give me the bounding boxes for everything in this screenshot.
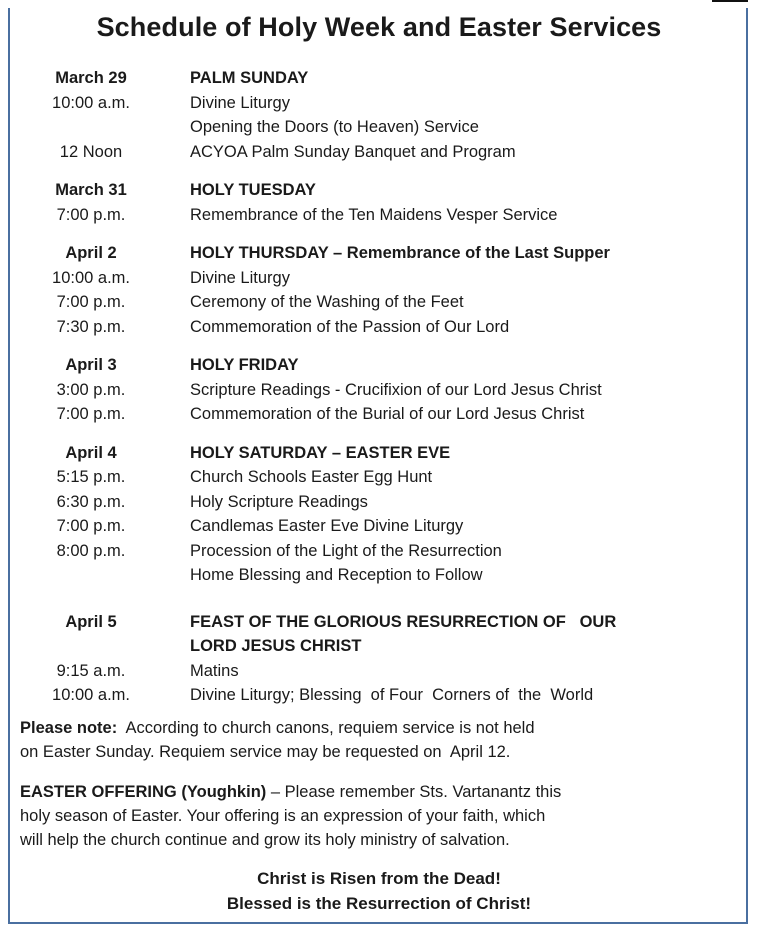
- service-text: Church Schools Easter Egg Hunt: [190, 468, 433, 486]
- day-header: [0, 178, 758, 203]
- service-row: [0, 315, 758, 340]
- day-heading: HOLY TUESDAY: [190, 181, 316, 199]
- day-date: April 3: [65, 356, 117, 374]
- schedule-day-april-4: [0, 441, 758, 588]
- day-header: [0, 610, 758, 635]
- day-date: March 29: [55, 69, 127, 87]
- service-row: [0, 563, 758, 588]
- service-text: ACYOA Palm Sunday Banquet and Program: [190, 142, 516, 161]
- service-row: [0, 203, 758, 228]
- please-note: [20, 716, 740, 764]
- closing-line1: Christ is Risen from the Dead!: [257, 869, 501, 888]
- service-time: 9:15 a.m.: [56, 661, 126, 680]
- service-time: 7:00 p.m.: [56, 517, 126, 535]
- service-text: Divine Liturgy; Blessing of Four Corners of the World: [190, 686, 594, 704]
- day-heading: PALM SUNDAY: [190, 69, 309, 87]
- schedule: [0, 66, 758, 722]
- closing-greeting: [0, 866, 758, 916]
- service-row: [0, 683, 758, 708]
- service-time: 10:00 a.m.: [52, 93, 130, 112]
- schedule-day-april-5: [0, 610, 758, 708]
- service-time: 10:00 a.m.: [52, 268, 130, 287]
- service-time: 7:00 p.m.: [56, 405, 126, 423]
- service-time: 10:00 a.m.: [52, 686, 130, 704]
- day-heading: HOLY SATURDAY – EASTER EVE: [190, 443, 451, 462]
- service-time: 7:00 p.m.: [56, 205, 126, 224]
- day-heading-line2: LORD JESUS CHRIST: [190, 637, 362, 655]
- day-date: April 4: [65, 443, 117, 462]
- service-time: 12 Noon: [59, 142, 123, 161]
- service-text: Matins: [190, 661, 239, 680]
- service-text: Commemoration of the Passion of Our Lord: [190, 317, 510, 336]
- day-header: [0, 353, 758, 378]
- day-date: April 2: [65, 244, 117, 262]
- day-heading: HOLY FRIDAY: [190, 356, 299, 374]
- day-heading: FEAST OF THE GLORIOUS RESURRECTION OF OUR: [190, 612, 617, 631]
- schedule-day-april-2: [0, 241, 758, 339]
- schedule-day-march-29: [0, 66, 758, 164]
- service-row: [0, 140, 758, 165]
- service-row: [0, 659, 758, 684]
- day-header: [0, 66, 758, 91]
- service-row: [0, 91, 758, 116]
- day-header-continued: [0, 634, 758, 659]
- service-row: [0, 490, 758, 515]
- service-text: Divine Liturgy: [190, 93, 290, 112]
- service-row: [0, 402, 758, 427]
- schedule-day-march-31: [0, 178, 758, 227]
- service-text: Divine Liturgy: [190, 268, 290, 287]
- offering-text-line2: holy season of Easter. Your offering is an expression of your faith, which: [20, 807, 546, 825]
- closing-line2: Blessed is the Resurrection of Christ!: [226, 894, 532, 913]
- offering-text-line3: will help the church continue and grow its holy ministry of salvation.: [20, 831, 510, 849]
- service-row: [0, 115, 758, 140]
- service-row: [0, 539, 758, 564]
- easter-offering: [20, 780, 740, 852]
- service-text: Commemoration of the Burial of our Lord Jesus Christ: [190, 405, 585, 423]
- service-time: 8:00 p.m.: [56, 541, 126, 560]
- day-heading: HOLY THURSDAY – Remembrance of the Last Supper: [190, 244, 610, 262]
- service-row: [0, 378, 758, 403]
- service-row: [0, 290, 758, 315]
- day-header: [0, 241, 758, 266]
- service-time: 3:00 p.m.: [56, 380, 126, 399]
- page-title: Schedule of Holy Week and Easter Services: [96, 12, 662, 42]
- service-text: Holy Scripture Readings: [190, 492, 368, 511]
- service-time: 7:00 p.m.: [56, 293, 126, 311]
- service-text: Opening the Doors (to Heaven) Service: [190, 118, 479, 136]
- service-time: 5:15 p.m.: [56, 468, 126, 486]
- please-note-label: Please note:: [20, 719, 118, 737]
- service-text: Candlemas Easter Eve Divine Liturgy: [190, 517, 464, 535]
- offering-text: – Please remember Sts. Vartanantz this: [266, 783, 562, 801]
- service-text: Home Blessing and Reception to Follow: [190, 566, 483, 584]
- service-row: [0, 465, 758, 490]
- day-date: April 5: [65, 612, 117, 631]
- service-text: Procession of the Light of the Resurrection: [190, 541, 502, 560]
- offering-label: EASTER OFFERING (Youghkin): [20, 783, 267, 801]
- service-text: Remembrance of the Ten Maidens Vesper Service: [190, 205, 558, 224]
- please-note-text-line2: on Easter Sunday. Requiem service may be requested on April 12.: [20, 743, 511, 761]
- service-time: 7:30 p.m.: [56, 317, 126, 336]
- please-note-text: According to church canons, requiem service is not held: [117, 719, 535, 737]
- service-text: Scripture Readings - Crucifixion of our Lord Jesus Christ: [190, 380, 602, 399]
- schedule-day-april-3: [0, 353, 758, 427]
- day-date: March 31: [55, 181, 127, 199]
- service-row: [0, 266, 758, 291]
- service-row: [0, 514, 758, 539]
- day-header: [0, 441, 758, 466]
- service-text: Ceremony of the Washing of the Feet: [190, 293, 464, 311]
- service-time: 6:30 p.m.: [56, 492, 126, 511]
